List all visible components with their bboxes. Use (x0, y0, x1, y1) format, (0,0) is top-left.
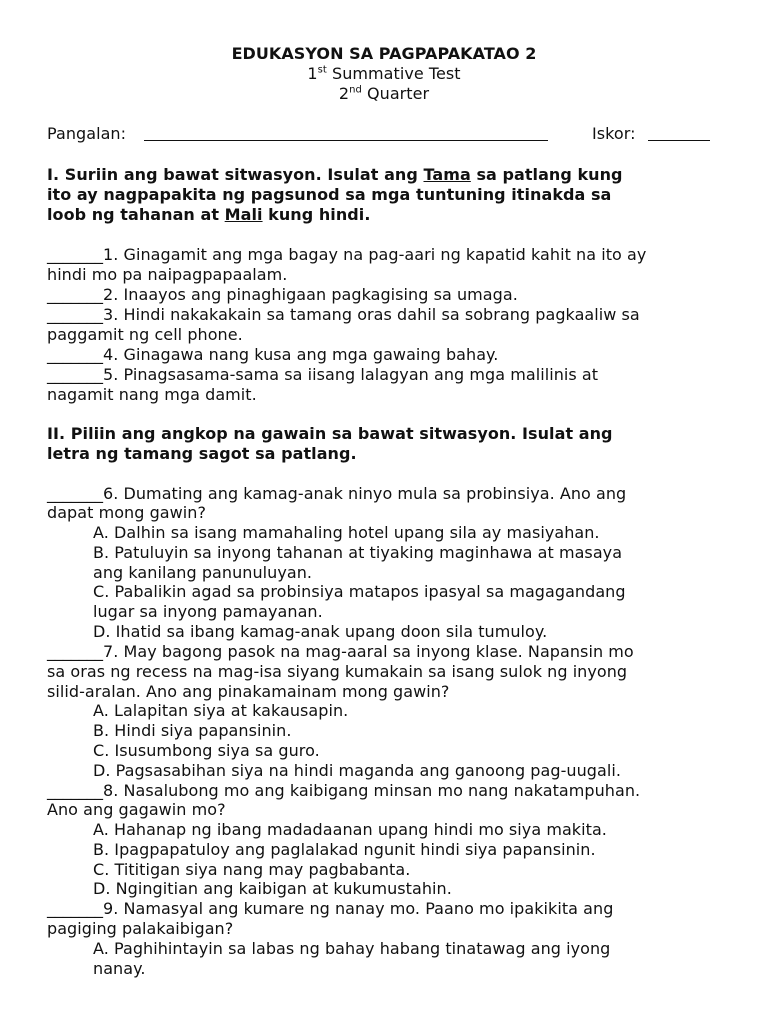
choice-8b: B. Ipagpapatuloy ang paglalakad ngunit hindi siya papansinin. (93, 840, 596, 859)
item-1-cont: hindi mo pa naipagpapaalam. (47, 265, 288, 284)
question-9: _______9. Namasyal ang kumare ng nanay mo. Paano mo ipakikita ang (47, 899, 614, 918)
choice-9a-cont: nanay. (93, 959, 146, 978)
question-9-cont: pagiging palakaibigan? (47, 919, 234, 938)
choice-7c: C. Isusumbong siya sa guro. (93, 741, 320, 760)
choice-6a: A. Dalhin sa isang mamahaling hotel upang sila ay masiyahan. (93, 523, 600, 542)
choice-6c: C. Pabalikin agad sa probinsiya matapos ipasyal sa magagandang (93, 582, 626, 601)
name-label: Pangalan: (47, 124, 127, 143)
choice-6b-cont: ang kanilang panunuluyan. (93, 563, 313, 582)
answer-blank[interactable]: _______ (47, 285, 103, 304)
choice-6b: B. Patuluyin sa inyong tahanan at tiyaking maginhawa at masaya (93, 543, 623, 562)
answer-blank[interactable]: _______ (47, 484, 103, 503)
choice-8d: D. Ngingitian ang kaibigan at kukumustahin. (93, 879, 452, 898)
answer-blank[interactable]: _______ (47, 305, 103, 324)
choice-8c: C. Tititigan siya nang may pagbabanta. (93, 860, 411, 879)
choice-7d: D. Pagsasabihan siya na hindi maganda ang ganoong pag-uugali. (93, 761, 621, 780)
score-label: Iskor: (592, 124, 636, 143)
item-5-cont: nagamit nang mga damit. (47, 385, 257, 404)
choice-9a: A. Paghihintayin sa labas ng bahay habang tinatawag ang iyong (93, 939, 611, 958)
answer-blank[interactable]: _______ (47, 245, 103, 264)
item-3: _______3. Hindi nakakakain sa tamang oras dahil sa sobrang pagkaaliw sa (47, 305, 640, 324)
choice-8a: A. Hahanap ng ibang madadaanan upang hindi mo siya makita. (93, 820, 607, 839)
question-8-cont: Ano ang gagawin mo? (47, 800, 226, 819)
item-2: _______2. Inaayos ang pinaghigaan pagkagising sa umaga. (47, 285, 518, 304)
question-7-cont: sa oras ng recess na mag-isa siyang kumakain sa isang sulok ng inyong (47, 662, 628, 681)
answer-blank[interactable]: _______ (47, 365, 103, 384)
choice-7a: A. Lalapitan siya at kakausapin. (93, 701, 349, 720)
choice-7b: B. Hindi siya papansinin. (93, 721, 292, 740)
part2-instructions: letra ng tamang sagot sa patlang. (47, 444, 357, 463)
name-field[interactable] (144, 140, 548, 141)
question-7-cont: silid-aralan. Ano ang pinakamainam mong gawin? (47, 682, 450, 701)
question-8: _______8. Nasalubong mo ang kaibigang minsan mo nang nakatampuhan. (47, 781, 641, 800)
document-title: EDUKASYON SA PAGPAPAKATAO 2 (231, 44, 537, 63)
item-1: _______1. Ginagamit ang mga bagay na pag-aari ng kapatid kahit na ito ay (47, 245, 647, 264)
question-6: _______6. Dumating ang kamag-anak ninyo mula sa probinsiya. Ano ang (47, 484, 627, 503)
answer-blank[interactable]: _______ (47, 345, 103, 364)
answer-blank[interactable]: _______ (47, 899, 103, 918)
question-6-cont: dapat mong gawin? (47, 503, 207, 522)
answer-blank[interactable]: _______ (47, 642, 103, 661)
answer-blank[interactable]: _______ (47, 781, 103, 800)
part1-instructions: loob ng tahanan at Mali kung hindi. (47, 205, 371, 224)
quarter-subtitle: 2nd Quarter (338, 84, 430, 103)
item-5: _______5. Pinagsasama-sama sa iisang lalagyan ang mga malilinis at (47, 365, 599, 384)
part2-instructions: II. Piliin ang angkop na gawain sa bawat sitwasyon. Isulat ang (47, 424, 613, 443)
score-field[interactable] (648, 140, 710, 141)
item-4: _______4. Ginagawa nang kusa ang mga gawaing bahay. (47, 345, 499, 364)
part1-instructions: I. Suriin ang bawat sitwasyon. Isulat ang Tama sa patlang kung (47, 165, 623, 184)
item-3-cont: paggamit ng cell phone. (47, 325, 243, 344)
choice-6c-cont: lugar sa inyong pamayanan. (93, 602, 323, 621)
part1-instructions: ito ay nagpapakita ng pagsunod sa mga tuntuning itinakda sa (47, 185, 612, 204)
question-7: _______7. May bagong pasok na mag-aaral sa inyong klase. Napansin mo (47, 642, 634, 661)
choice-6d: D. Ihatid sa ibang kamag-anak upang doon sila tumuloy. (93, 622, 548, 641)
test-subtitle: 1st Summative Test (307, 64, 461, 83)
